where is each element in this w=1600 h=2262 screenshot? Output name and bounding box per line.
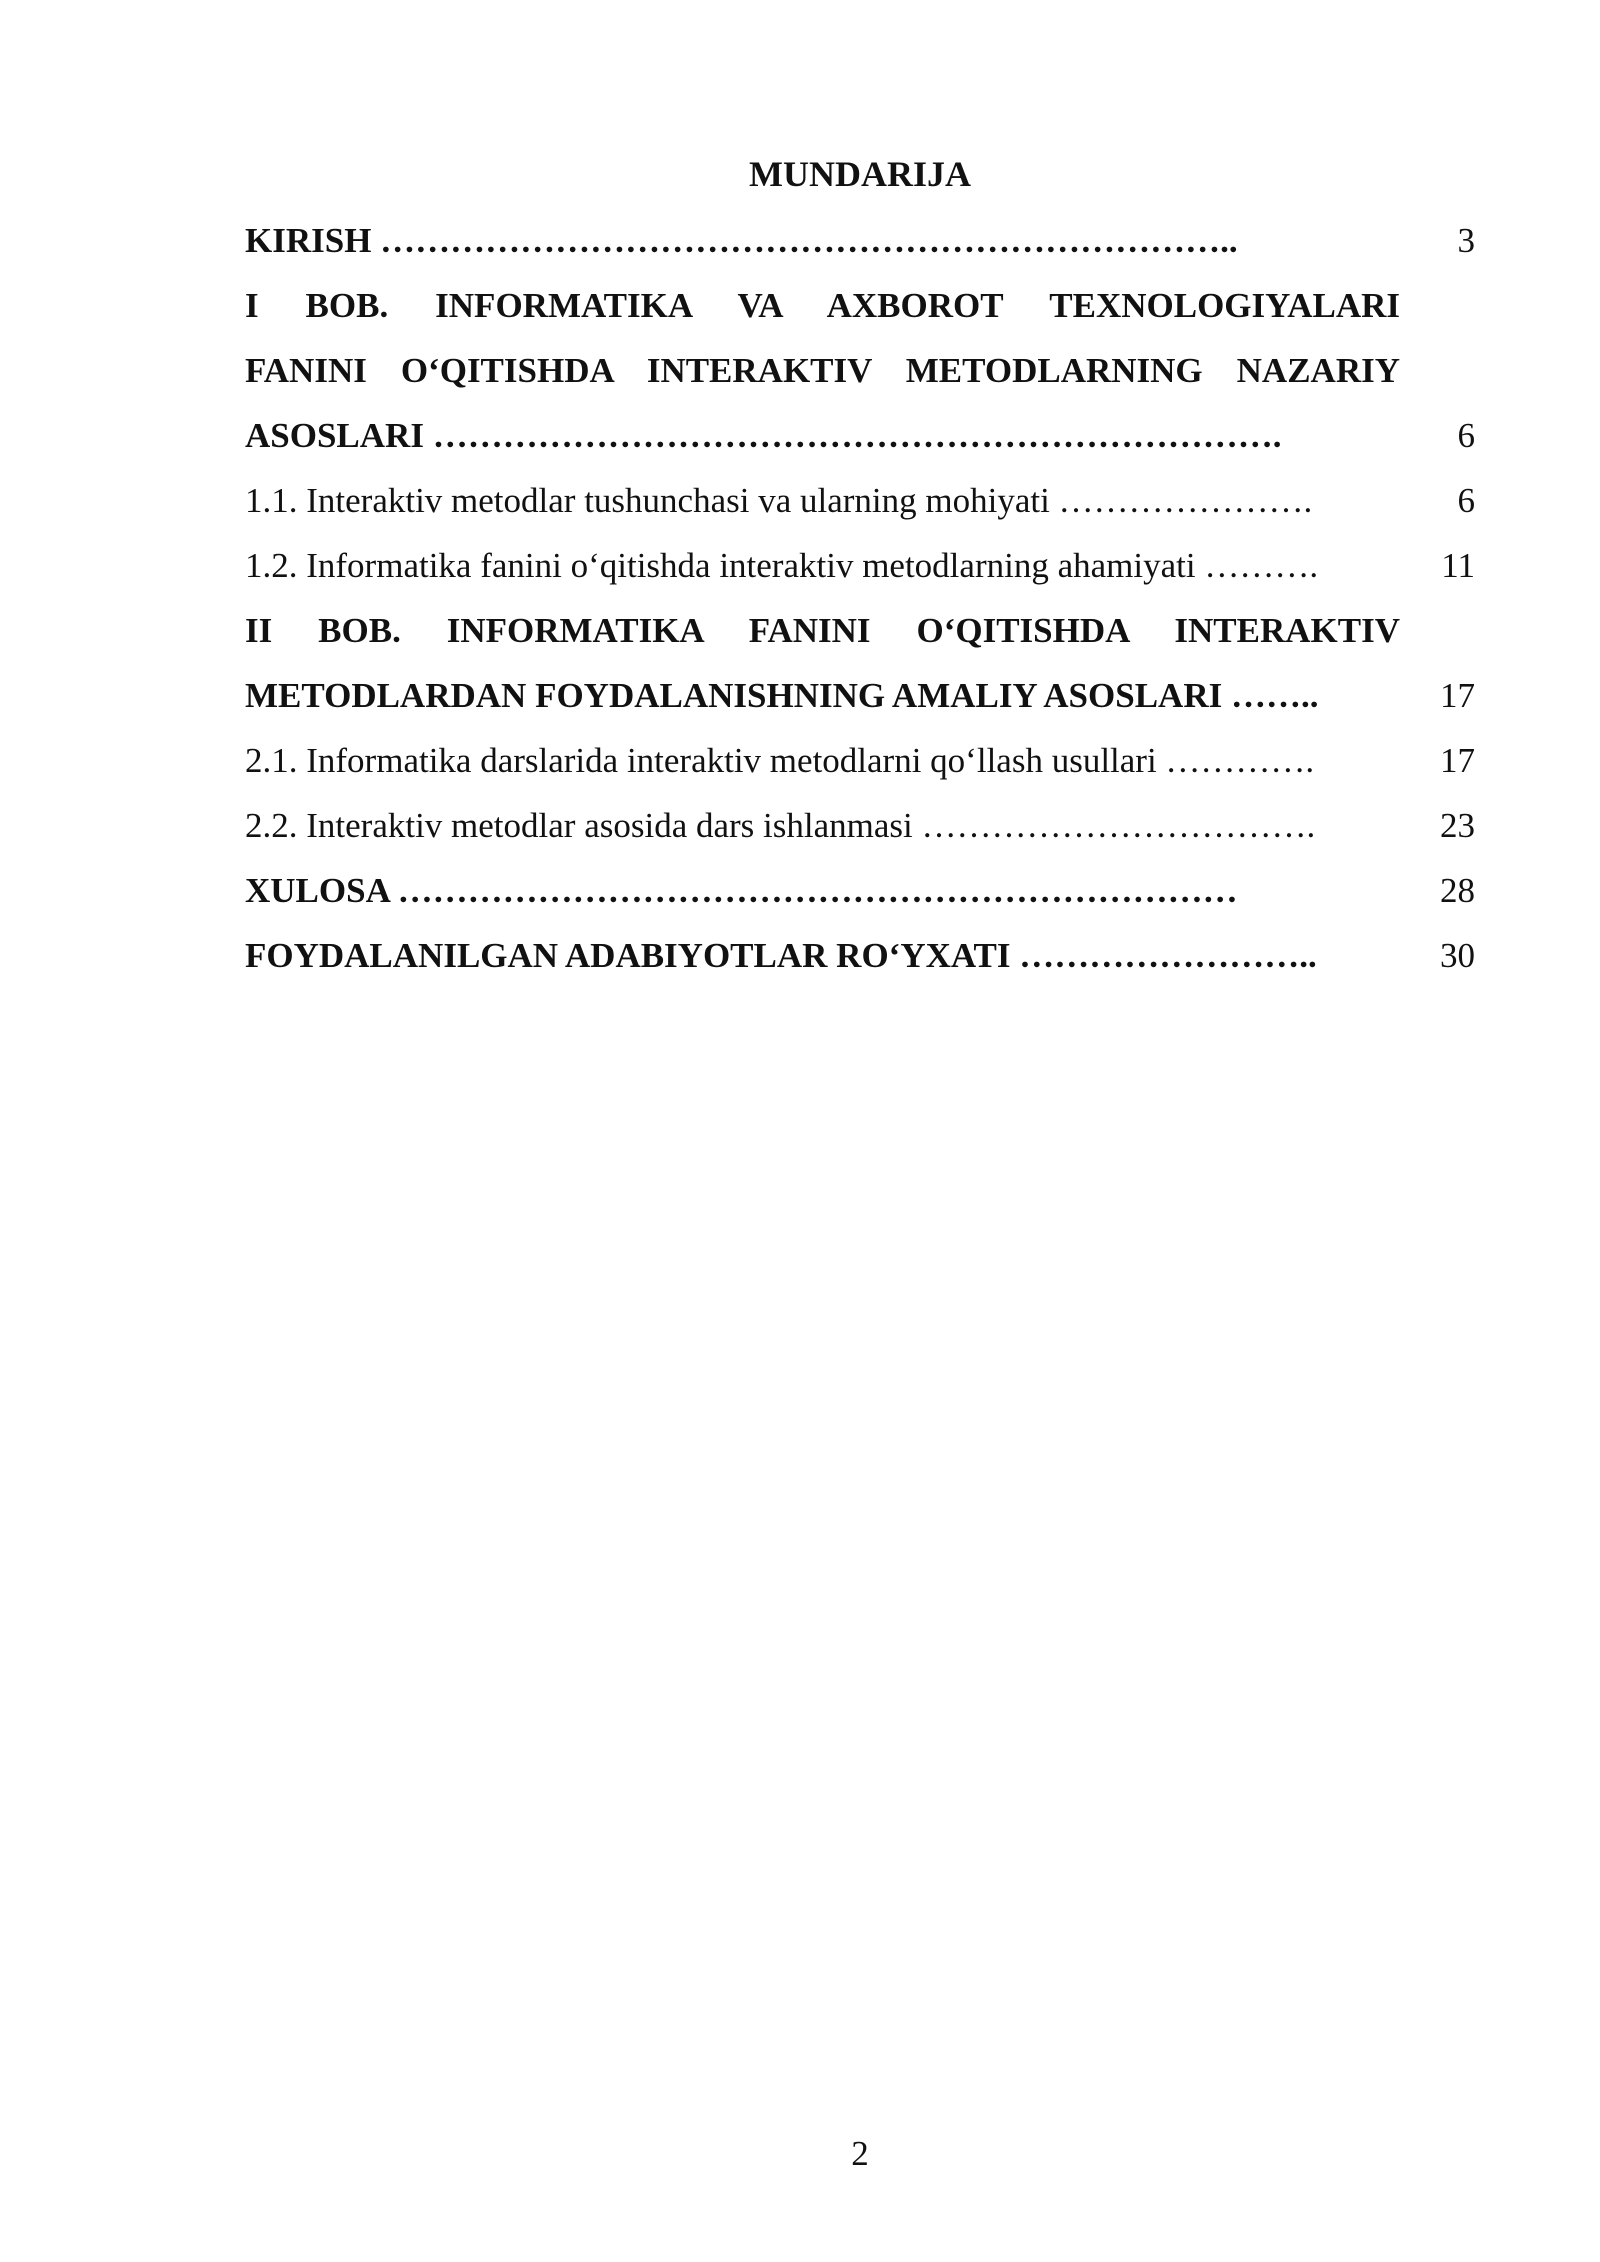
table-of-contents	[245, 208, 1475, 988]
toc-entry-chapter-2-line-1[interactable]	[245, 598, 1475, 663]
toc-entry-page: 17	[1440, 741, 1475, 780]
toc-entry-page: 28	[1440, 871, 1475, 910]
toc-entry-page: 6	[1457, 481, 1475, 520]
toc-entry-text: ASOSLARI ……………………………………………………………….	[245, 416, 1282, 455]
toc-entry-text: 1.2. Informatika fanini o‘qitishda interaktiv metodlarning ahamiyati ……….	[245, 546, 1319, 585]
toc-entry-xulosa[interactable]	[245, 858, 1475, 923]
toc-entry-chapter-2-line-2[interactable]	[245, 663, 1475, 728]
toc-entry-section-1-2[interactable]	[245, 533, 1475, 598]
toc-entry-text: 2.1. Informatika darslarida interaktiv metodlarni qo‘llash usullari ………….	[245, 741, 1315, 780]
toc-entry-text: FANINI O‘QITISHDA INTERAKTIV METODLARNING NAZARIY	[245, 351, 1400, 390]
toc-entry-section-2-2[interactable]	[245, 793, 1475, 858]
toc-entry-text: XULOSA ………………………………………………………………	[245, 871, 1238, 910]
toc-entry-page: 17	[1440, 676, 1475, 715]
toc-entry-page: 6	[1457, 416, 1475, 455]
toc-entry-text: METODLARDAN FOYDALANISHNING AMALIY ASOSLARI ……..	[245, 676, 1319, 715]
toc-entry-references[interactable]	[245, 923, 1475, 988]
toc-entry-chapter-1-line-1[interactable]	[245, 273, 1475, 338]
toc-entry-text: 1.1. Interaktiv metodlar tushunchasi va ularning mohiyati ………………….	[245, 481, 1313, 520]
toc-entry-text: I BOB. INFORMATIKA VA AXBOROT TEXNOLOGIYALARI	[245, 286, 1400, 325]
toc-entry-kirish[interactable]	[245, 208, 1475, 273]
page-number: 2	[851, 2134, 869, 2173]
toc-entry-page: 30	[1440, 936, 1475, 975]
page-title: MUNDARIJA	[749, 154, 971, 194]
toc-entry-page: 11	[1441, 546, 1475, 585]
toc-entry-section-2-1[interactable]	[245, 728, 1475, 793]
toc-entry-page: 23	[1440, 806, 1475, 845]
toc-entry-text: KIRISH ………………………………………………………………..	[245, 221, 1238, 260]
toc-entry-chapter-1-line-2[interactable]	[245, 338, 1475, 403]
toc-entry-section-1-1[interactable]	[245, 468, 1475, 533]
toc-entry-page: 3	[1457, 221, 1475, 260]
toc-entry-text: II BOB. INFORMATIKA FANINI O‘QITISHDA INTERAKTIV	[245, 611, 1400, 650]
toc-entry-text: 2.2. Interaktiv metodlar asosida dars ishlanmasi …………………………….	[245, 806, 1316, 845]
toc-entry-chapter-1-line-3[interactable]	[245, 403, 1475, 468]
toc-entry-text: FOYDALANILGAN ADABIYOTLAR RO‘YXATI ……………………..	[245, 936, 1317, 975]
